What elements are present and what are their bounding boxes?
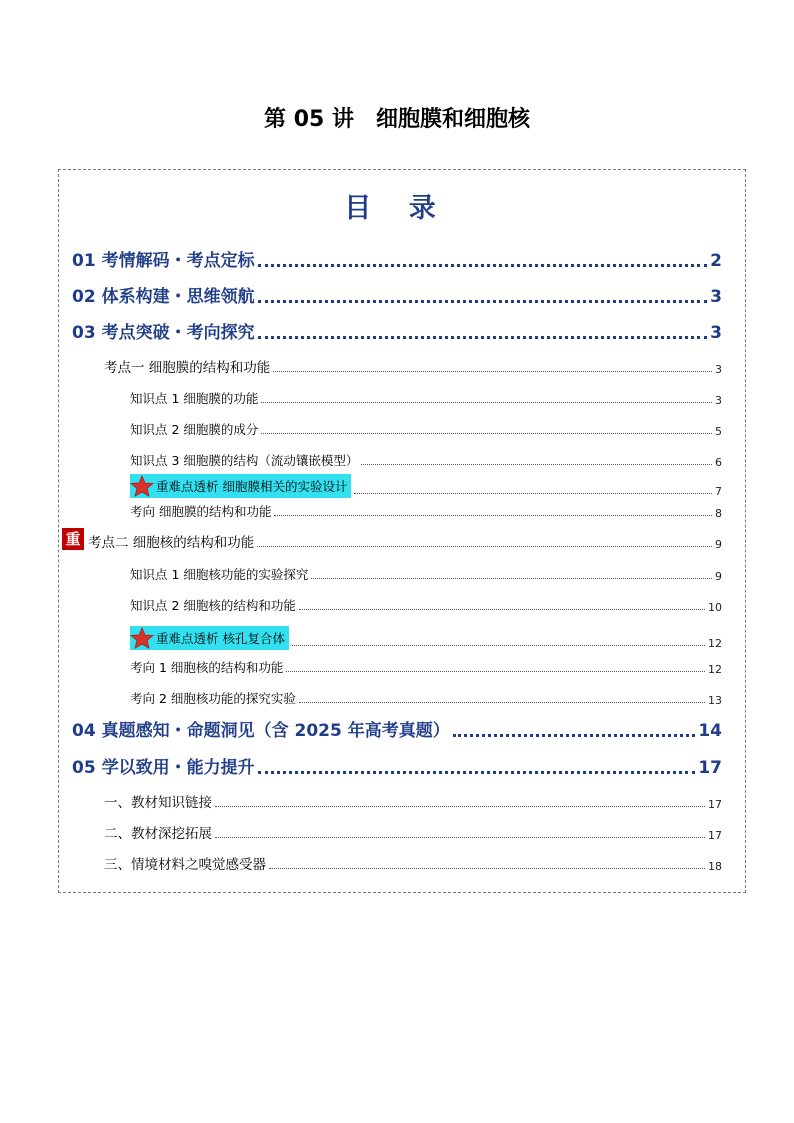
toc-entry-kaodian-2[interactable]	[88, 531, 722, 551]
toc-entry-label: 考向 细胞膜的结构和功能	[130, 504, 272, 519]
toc-page-number: 17	[708, 798, 722, 811]
toc-entry-kaoxiang-1[interactable]	[130, 500, 722, 520]
toc-entry-kaoxiang-2-1[interactable]	[130, 656, 722, 676]
toc-page-number: 9	[715, 538, 722, 551]
toc-page-number: 6	[715, 456, 722, 469]
toc-entry-01[interactable]	[72, 247, 722, 271]
dot-leader	[269, 868, 705, 869]
toc-entry-label: 知识点 3 细胞膜的结构（流动镶嵌模型）	[130, 453, 359, 468]
toc-entry-label: 知识点 2 细胞膜的成分	[130, 422, 259, 437]
toc-entry-zhishidian-1-2[interactable]	[130, 418, 722, 438]
dot-leader	[286, 671, 705, 672]
toc-entry-label: 重难点透析 细胞膜相关的实验设计	[156, 479, 348, 494]
toc-entry-label: 考点一 细胞膜的结构和功能	[104, 360, 271, 376]
toc-entry-label: 知识点 1 细胞膜的功能	[130, 391, 259, 406]
highlighted-label	[130, 626, 289, 650]
toc-entry-kaoxiang-2-2[interactable]	[130, 687, 722, 707]
dot-leader	[299, 702, 705, 703]
toc-entry-zhishidian-1-1[interactable]	[130, 387, 722, 407]
toc-page-number: 12	[708, 637, 722, 650]
toc-page-number: 3	[715, 363, 722, 376]
highlighted-label	[130, 474, 351, 498]
toc-page-number: 14	[698, 721, 722, 741]
toc-page-number: 3	[710, 323, 722, 343]
toc-entry-zhongnan-1[interactable]	[130, 474, 722, 498]
toc-entry-label: 01 考情解码・考点定标	[72, 251, 255, 271]
toc-page-number: 3	[715, 394, 722, 407]
toc-page-number: 13	[708, 694, 722, 707]
toc-page-number: 3	[710, 287, 722, 307]
toc-entry-label: 04 真题感知・命题洞见（含 2025 年高考真题）	[72, 721, 450, 741]
document-title: 第 05 讲 细胞膜和细胞核	[264, 107, 530, 132]
toc-page-number: 10	[708, 601, 722, 614]
toc-entry-05-2[interactable]	[104, 822, 722, 842]
dot-leader	[258, 336, 708, 339]
key-point-badge: 重	[62, 528, 84, 550]
toc-page-number: 18	[708, 860, 722, 873]
toc-entry-05-3[interactable]	[104, 853, 722, 873]
star-icon	[130, 627, 154, 649]
star-icon	[130, 475, 154, 497]
toc-entry-label: 三、情境材料之嗅觉感受器	[104, 857, 266, 873]
toc-entry-zhishidian-1-3[interactable]	[130, 449, 722, 469]
toc-entry-05-1[interactable]	[104, 791, 722, 811]
toc-page-number: 7	[715, 485, 722, 498]
dot-leader	[258, 300, 708, 303]
dot-leader	[299, 609, 705, 610]
dot-leader	[215, 837, 705, 838]
dot-leader	[215, 806, 705, 807]
dot-leader	[453, 734, 696, 737]
toc-entry-label: 考点二 细胞核的结构和功能	[88, 535, 255, 551]
toc-entry-zhishidian-2-2[interactable]	[130, 594, 722, 614]
toc-page-number: 5	[715, 425, 722, 438]
toc-entry-05[interactable]	[72, 754, 722, 778]
toc-entry-label: 02 体系构建・思维领航	[72, 287, 255, 307]
dot-leader	[292, 645, 705, 646]
dot-leader	[311, 578, 712, 579]
toc-page-number: 17	[698, 758, 722, 778]
dot-leader	[273, 371, 712, 372]
toc-page-number: 8	[715, 507, 722, 520]
toc-entry-label: 05 学以致用・能力提升	[72, 758, 255, 778]
toc-page-number: 9	[715, 570, 722, 583]
toc-entry-label: 重难点透析 核孔复合体	[156, 631, 285, 646]
dot-leader	[258, 264, 708, 267]
dot-leader	[258, 771, 696, 774]
toc-entry-zhongnan-2[interactable]	[130, 626, 722, 650]
dot-leader	[361, 464, 712, 465]
dot-leader	[261, 402, 712, 403]
dot-leader	[354, 493, 712, 494]
dot-leader	[274, 515, 712, 516]
toc-page-number: 12	[708, 663, 722, 676]
toc-page-number: 2	[710, 251, 722, 271]
toc-entry-label: 考向 1 细胞核的结构和功能	[130, 660, 284, 675]
dot-leader	[257, 546, 712, 547]
toc-entry-02[interactable]	[72, 283, 722, 307]
toc-entry-label: 一、教材知识链接	[104, 795, 212, 811]
toc-entry-04[interactable]	[72, 717, 722, 741]
toc-entry-label: 考向 2 细胞核功能的探究实验	[130, 691, 296, 706]
toc-page-number: 17	[708, 829, 722, 842]
toc-entry-kaodian-1[interactable]	[104, 356, 722, 376]
dot-leader	[261, 433, 712, 434]
toc-entry-label: 知识点 1 细胞核功能的实验探究	[130, 567, 309, 582]
toc-entry-zhishidian-2-1[interactable]	[130, 563, 722, 583]
toc-entry-03[interactable]	[72, 319, 722, 343]
toc-entry-label: 二、教材深挖拓展	[104, 826, 212, 842]
toc-entry-label: 知识点 2 细胞核的结构和功能	[130, 598, 296, 613]
toc-heading: 目 录	[344, 193, 450, 224]
toc-entry-label: 03 考点突破・考向探究	[72, 323, 255, 343]
